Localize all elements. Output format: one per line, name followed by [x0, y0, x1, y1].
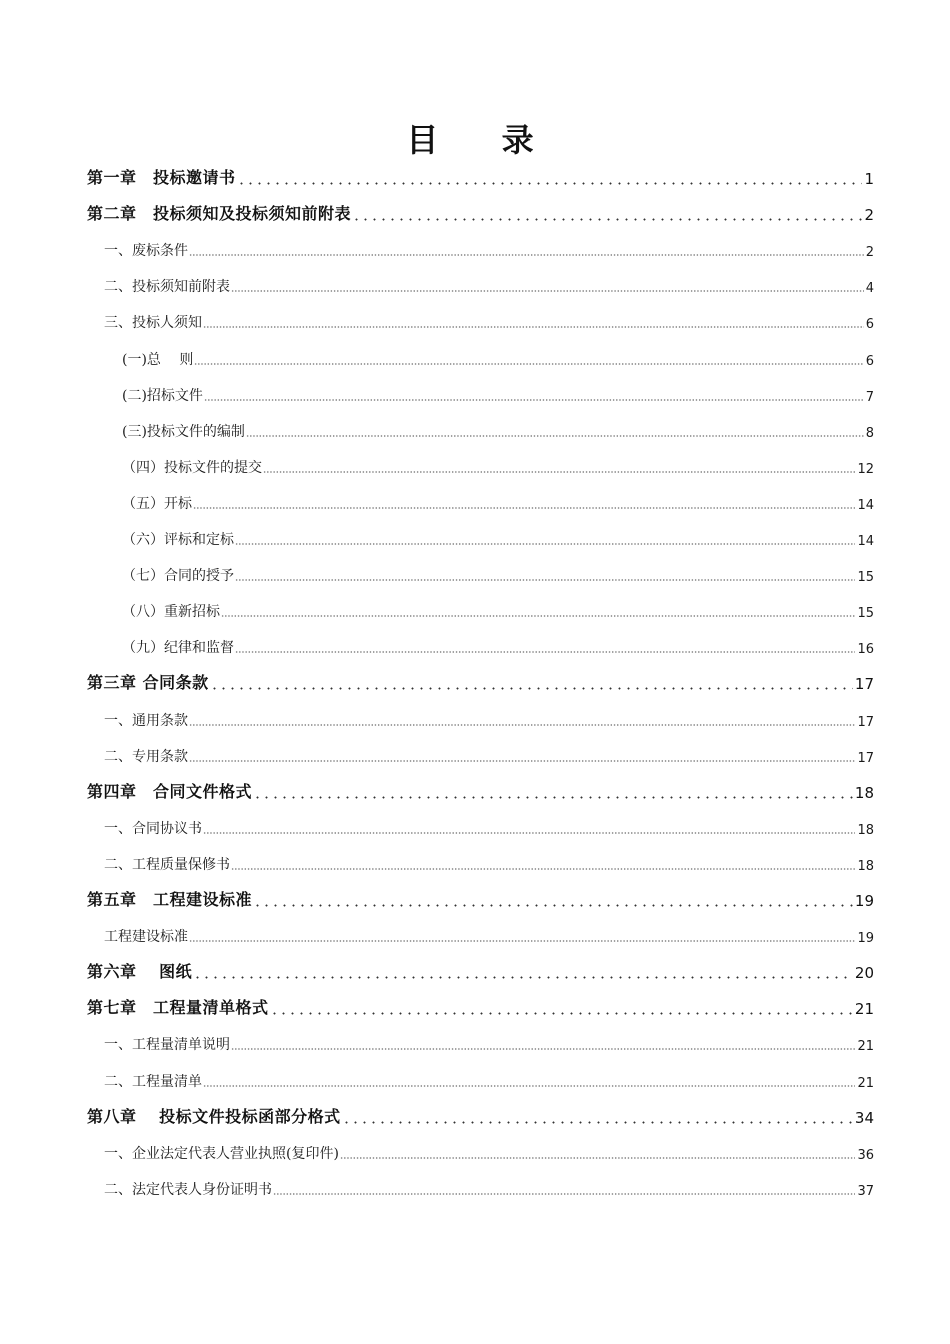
- toc-entry[interactable]: [104, 739, 874, 771]
- toc-dot-leader: [246, 435, 864, 437]
- toc-page-number: 1: [864, 170, 874, 188]
- toc-page-number: 18: [854, 783, 874, 802]
- toc-entry[interactable]: [87, 1100, 874, 1132]
- toc-entry-label: 第五章 工程建设标准: [87, 890, 253, 909]
- toc-dot-leader: [210, 687, 853, 690]
- toc-dot-leader: [204, 399, 864, 401]
- toc-dot-leader: [235, 651, 855, 653]
- toc-entry-label: （九）纪律和监督: [122, 640, 234, 657]
- toc-dot-leader: [342, 1121, 853, 1124]
- toc-dot-leader: [203, 832, 855, 834]
- toc-page-number: 8: [865, 425, 874, 441]
- toc-entry[interactable]: [104, 1027, 874, 1059]
- toc-entry[interactable]: [122, 414, 874, 446]
- toc-entry[interactable]: [104, 703, 874, 735]
- toc-page-number: 19: [857, 931, 874, 947]
- toc-entry-label: （八）重新招标: [122, 604, 220, 621]
- toc-entry[interactable]: [87, 991, 874, 1023]
- toc-dot-leader: [273, 1193, 855, 1195]
- toc-dot-leader: [231, 1048, 855, 1050]
- toc-entry[interactable]: [87, 775, 874, 807]
- toc-entry-label: （六）评标和定标: [122, 532, 234, 548]
- toc-entry[interactable]: [104, 1172, 874, 1204]
- toc-entry-label: 二、工程质量保修书: [104, 856, 230, 873]
- toc-entry-label: 一、合同协议书: [104, 820, 202, 837]
- toc-page-number: 14: [857, 497, 874, 513]
- toc-entry-label: 一、工程量清单说明: [104, 1037, 230, 1054]
- toc-page-number: 37: [857, 1183, 874, 1199]
- toc-page-number: 15: [857, 606, 874, 622]
- toc-entry[interactable]: [87, 955, 874, 987]
- toc-page-number: 21: [854, 1000, 874, 1019]
- toc-dot-leader: [263, 471, 855, 473]
- toc-entry-label: 二、法定代表人身份证明书: [104, 1181, 272, 1198]
- toc-page-number: 12: [857, 461, 874, 477]
- toc-dot-leader: [203, 1085, 855, 1087]
- toc-dot-leader: [352, 218, 862, 221]
- toc-page-number: 6: [865, 317, 874, 333]
- toc-entry[interactable]: [122, 378, 874, 410]
- toc-entry-label: 第四章 合同文件格式: [87, 781, 253, 801]
- toc-page-number: 18: [857, 822, 874, 838]
- toc-dot-leader: [194, 363, 863, 365]
- toc-page-number: 36: [857, 1147, 874, 1163]
- toc-page-number: 14: [857, 534, 874, 549]
- toc-entry[interactable]: [122, 342, 874, 374]
- toc-entry-label: 第三章 合同条款: [87, 673, 209, 693]
- toc-page-number: 21: [857, 1075, 874, 1091]
- toc-entry-label: (二)招标文件: [122, 387, 203, 404]
- toc-page-number: 17: [854, 675, 874, 694]
- toc-dot-leader: [253, 796, 853, 799]
- toc-dot-leader: [231, 868, 855, 870]
- toc-entry[interactable]: [122, 594, 874, 626]
- toc-entry[interactable]: [104, 919, 874, 951]
- toc-entry-label: (三)投标文件的编制: [122, 423, 245, 440]
- toc-dot-leader: [235, 579, 855, 581]
- toc-entry[interactable]: [87, 197, 874, 229]
- toc-dot-leader: [189, 940, 855, 942]
- toc-page-number: 2: [864, 206, 874, 225]
- toc-entry[interactable]: [104, 233, 874, 265]
- toc-entry-label: (一)总 则: [122, 351, 194, 368]
- toc-dot-leader: [189, 254, 864, 256]
- toc-dot-leader: [235, 543, 855, 545]
- toc-entry[interactable]: [122, 450, 874, 482]
- toc-entry[interactable]: [104, 811, 874, 843]
- toc-entry-label: 工程建设标准: [104, 929, 188, 946]
- toc-entry-label: 第一章 投标邀请书: [87, 168, 236, 187]
- toc-entry-label: 一、废标条件: [104, 243, 188, 260]
- toc-entry-label: 第二章 投标须知及投标须知前附表: [87, 204, 352, 224]
- toc-entry[interactable]: [104, 269, 874, 301]
- toc-entry-label: 一、企业法定代表人营业执照(复印件): [104, 1145, 339, 1162]
- toc-entry[interactable]: [122, 522, 874, 554]
- toc-page-number: 18: [857, 858, 874, 874]
- toc-page-number: 16: [857, 642, 874, 658]
- toc-entry-label: 二、专用条款: [104, 748, 188, 765]
- toc-entry-label: （四）投标文件的提交: [122, 459, 262, 476]
- toc-dot-leader: [270, 1012, 853, 1015]
- toc-entry[interactable]: [87, 161, 874, 193]
- toc-entry[interactable]: [87, 666, 874, 698]
- toc-entry-label: 第六章 图纸: [87, 962, 193, 982]
- toc-page-number: 34: [854, 1108, 874, 1127]
- toc-page-number: 15: [857, 570, 874, 586]
- toc-page-number: 19: [854, 892, 874, 910]
- toc-dot-leader: [340, 1157, 856, 1159]
- toc-entry[interactable]: [104, 847, 874, 879]
- toc-dot-leader: [221, 615, 855, 617]
- toc-entry-label: 一、通用条款: [104, 712, 188, 729]
- toc-entry-label: 二、工程量清单: [104, 1073, 202, 1090]
- toc-dot-leader: [253, 904, 853, 907]
- toc-entry[interactable]: [122, 486, 874, 518]
- toc-page-number: 4: [865, 281, 874, 297]
- toc-entry[interactable]: [122, 630, 874, 662]
- toc-entry-label: 二、投标须知前附表: [104, 279, 230, 296]
- toc-dot-leader: [189, 724, 855, 726]
- toc-page-number: 6: [865, 353, 874, 369]
- toc-entry[interactable]: [87, 883, 874, 915]
- toc-entry-label: （五）开标: [122, 495, 192, 512]
- toc-page-number: 20: [854, 964, 874, 983]
- toc-title: 目 录: [406, 121, 560, 159]
- toc-dot-leader: [237, 182, 863, 185]
- toc-entry[interactable]: [104, 1064, 874, 1096]
- toc-entry-label: 三、投标人须知: [104, 315, 202, 332]
- toc-dot-leader: [193, 507, 855, 509]
- toc-dot-leader: [189, 760, 855, 762]
- toc-page-number: 2: [865, 245, 874, 261]
- toc-entry-label: 第八章 投标文件投标函部分格式: [87, 1106, 341, 1126]
- toc-page-number: 17: [857, 714, 874, 730]
- toc-entry[interactable]: [104, 1136, 874, 1168]
- toc-entry-label: 第七章 工程量清单格式: [87, 998, 269, 1018]
- toc-entry-label: （七）合同的授予: [122, 568, 234, 585]
- toc-entry[interactable]: [122, 558, 874, 590]
- toc-page-number: 7: [865, 389, 874, 405]
- toc-dot-leader: [231, 290, 864, 292]
- toc-page-number: 17: [857, 750, 874, 766]
- toc-dot-leader: [193, 976, 853, 979]
- toc-dot-leader: [203, 326, 864, 328]
- toc-entry[interactable]: [104, 305, 874, 337]
- toc-page-number: 21: [857, 1039, 874, 1055]
